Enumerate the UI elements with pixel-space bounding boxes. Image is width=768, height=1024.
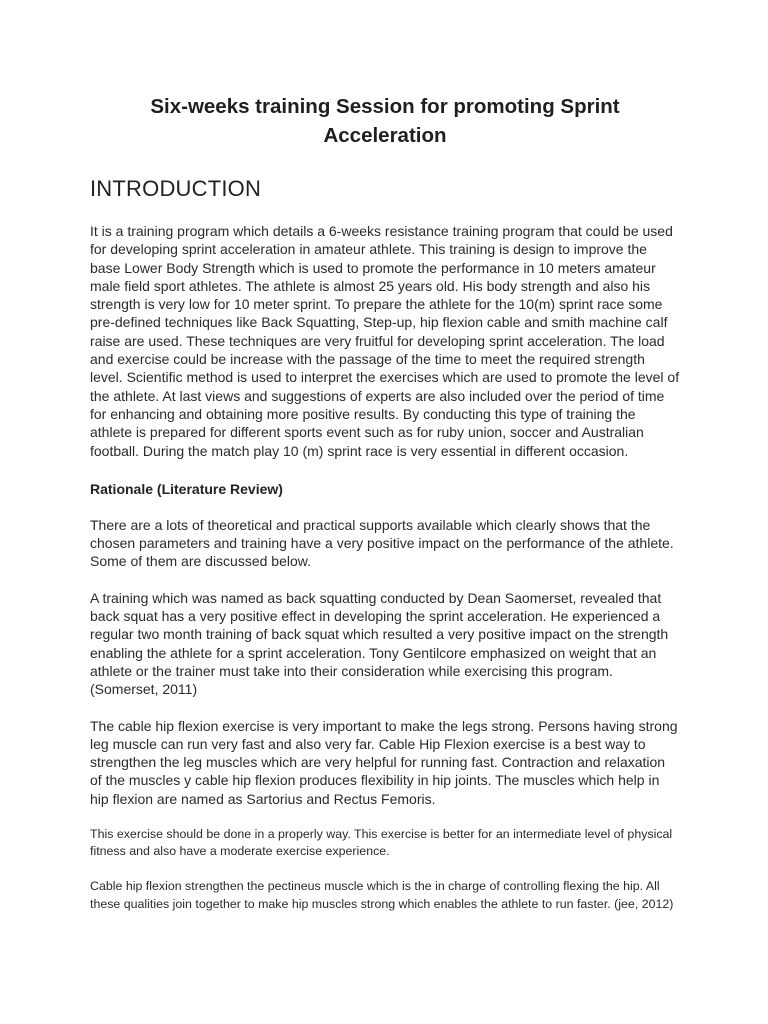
rationale-heading: Rationale (Literature Review) [90, 480, 283, 497]
exercise-note-paragraph: This exercise should be done in a properly way. This exercise is better for an intermediate level of physical fitness and also have a moderate exercise experience. [90, 827, 673, 859]
back-squat-paragraph: A training which was named as back squatting conducted by Dean Saomerset, revealed that back squat has a very positive effect in developing the sprint acceleration. He experienced a regular two month training of back squat which resulted a very positive impact on the strength enabling the athlete for a sprint acceleration. Tony Gentilcore emphasized on weight that an athlete or the trainer must take into their consideration while exercising this program. (Somerset, 2011) [90, 589, 669, 698]
document-title: Six-weeks training Session for promoting Sprint Acceleration [150, 95, 620, 147]
rationale-paragraph: There are a lots of theoretical and practical supports available which clearly shows that the chosen parameters and training have a very positive impact on the performance of the athlete. Some of them are discussed below. [90, 516, 674, 570]
introduction-paragraph: It is a training program which details a 6-weeks resistance training program that could be used for developing sprint acceleration in amateur athlete. This training is design to improve the base Lower Body Strength which is used to promote the performance in 10 meters amateur male field sport athletes. The athlete is almost 25 years old. His body strength and also his strength is very low for 10 meter sprint. To prepare the athlete for the 10(m) sprint race some pre-defined techniques like Back Squatting, Step-up, hip flexion cable and smith machine calf raise are used. These techniques are very fruitful for developing sprint acceleration. The load and exercise could be increase with the passage of the time to meet the required strength level. Scientific method is used to interpret the exercises which are used to promote the level of the athlete. At last views and suggestions of experts are also included over the period of time for enhancing and obtaining more positive results. By conducting this type of training the athlete is prepared for different sports event such as for ruby union, soccer and Australian football. During the match play 10 (m) sprint race is very essential in different occasion. [90, 223, 680, 459]
introduction-heading: INTRODUCTION [90, 176, 262, 201]
pectineus-paragraph: Cable hip flexion strengthen the pectineus muscle which is the in charge of controlling flexing the hip. All these qualities join together to make hip muscles strong which enables the athlete to run faster. (jee, 2012) [90, 879, 674, 911]
hip-flexion-paragraph: The cable hip flexion exercise is very important to make the legs strong. Persons having strong leg muscle can run very fast and also very far. Cable Hip Flexion exercise is a best way to strengthen the leg muscles which are very helpful for running fast. Contraction and relaxation of the muscles y cable hip flexion produces flexibility in hip joints. The muscles which help in hip flexion are named as Sartorius and Rectus Femoris. [90, 717, 678, 807]
